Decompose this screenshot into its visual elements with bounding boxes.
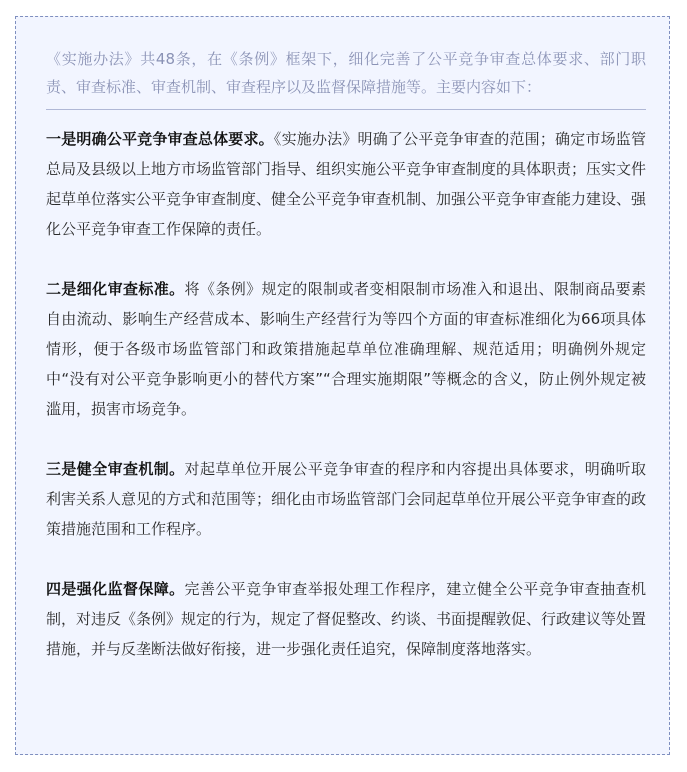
section-body: 对起草单位开展公平竞争审查的程序和内容提出具体要求，明确听取利害关系人意见的方式和范围等；细化由市场监管部门会同起草单位开展公平竞争审查的政策措施范围和工作程序。: [46, 460, 647, 538]
section-lead: 四是强化监督保障。: [46, 580, 185, 598]
article-frame: [15, 16, 670, 755]
section-body: 将《条例》规定的限制或者变相限制市场准入和退出、限制商品要素自由流动、影响生产经营成本、影响生产经营行为等四个方面的审查标准细化为66项具体情形，便于各级市场监管部门和政策措施起草单位准确理解、规范适用；明确例外规定中“没有对公平竞争影响更小的替代方案”“合理实施期限”等概念的含义，防止例外规定被滥用，损害市场竞争。: [46, 280, 646, 418]
divider-line: [46, 109, 646, 110]
section-paragraph: [46, 454, 646, 544]
section-lead: 二是细化审查标准。: [46, 280, 185, 298]
section-body: 完善公平竞争审查举报处理工作程序，建立健全公平竞争审查抽查机制，对违反《条例》规定的行为，规定了督促整改、约谈、书面提醒敦促、行政建议等处置措施，并与反垄断法做好衔接，进一步强化责任追究，保障制度落地落实。: [46, 580, 647, 658]
section-lead: 三是健全审查机制。: [46, 460, 185, 478]
intro-paragraph: 《实施办法》共48条，在《条例》框架下，细化完善了公平竞争审查总体要求、部门职责、审查标准、审查机制、审查程序以及监督保障措施等。主要内容如下：: [46, 50, 646, 96]
section-body: 《实施办法》明确了公平竞争审查的范围；确定市场监管总局及县级以上地方市场监管部门指导、组织实施公平竞争审查制度的具体职责；压实文件起草单位落实公平竞争审查制度、健全公平竞争审查机制、加强公平竞争审查能力建设、强化公平竞争审查工作保障的责任。: [46, 130, 647, 238]
section-paragraph: [46, 574, 646, 664]
article-content: [46, 45, 646, 694]
section-paragraph: [46, 124, 646, 244]
section-lead: 一是明确公平竞争审查总体要求。: [46, 130, 274, 148]
section-paragraph: [46, 274, 646, 424]
